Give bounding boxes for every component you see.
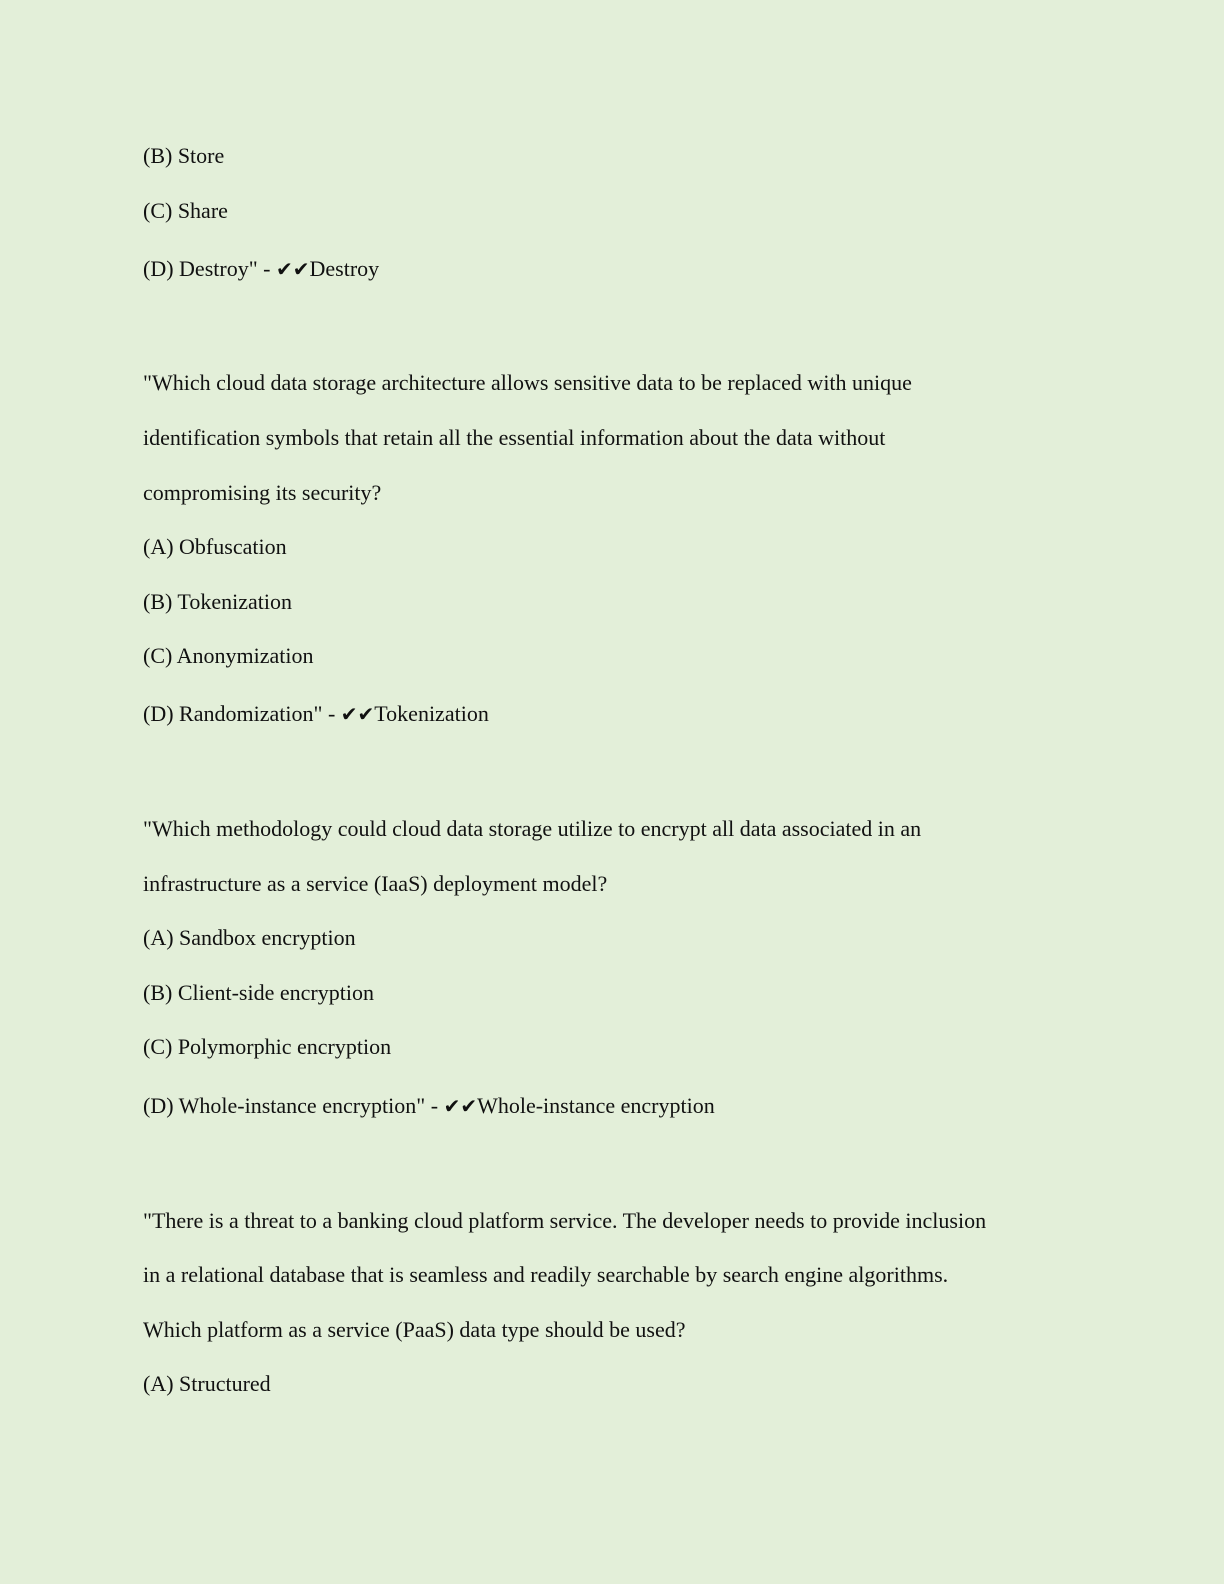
option-d: (D) Randomization" - [143, 701, 341, 726]
question-line: "Which methodology could cloud data storage utilize to encrypt all data associated in an [143, 816, 922, 841]
question-line: compromising its security? [143, 480, 382, 505]
option-c: (C) Share [143, 198, 228, 223]
question-line: identification symbols that retain all the essential information about the data without [143, 425, 886, 450]
option-d-with-answer [143, 1092, 715, 1120]
option-a: (A) Obfuscation [143, 534, 287, 559]
question-line: "Which cloud data storage architecture allows sensitive data to be replaced with unique [143, 370, 912, 395]
option-c: (C) Polymorphic encryption [143, 1034, 392, 1059]
option-b: (B) Tokenization [143, 589, 292, 614]
question-line: in a relational database that is seamless and readily searchable by search engine algorithms. [143, 1262, 949, 1287]
answer: Destroy [309, 256, 380, 281]
double-check-icon: ✔✔ [276, 257, 310, 281]
option-b: (B) Store [143, 143, 225, 168]
option-b: (B) Client-side encryption [143, 980, 374, 1005]
option-a: (A) Structured [143, 1371, 271, 1396]
double-check-icon: ✔✔ [340, 702, 375, 726]
option-d-with-answer [143, 700, 489, 728]
double-check-icon: ✔✔ [443, 1094, 478, 1118]
question-line: infrastructure as a service (IaaS) deployment model? [143, 871, 608, 896]
option-a: (A) Sandbox encryption [143, 925, 356, 950]
question-line: "There is a threat to a banking cloud platform service. The developer needs to provide inclusion [143, 1208, 987, 1233]
option-d: (D) Whole-instance encryption" - [143, 1093, 444, 1118]
answer: Whole-instance encryption [477, 1093, 715, 1118]
answer: Tokenization [374, 701, 489, 726]
option-d: (D) Destroy" - [143, 256, 276, 281]
option-c: (C) Anonymization [143, 643, 314, 668]
question-line: Which platform as a service (PaaS) data type should be used? [143, 1317, 686, 1342]
option-d-with-answer [143, 255, 379, 283]
